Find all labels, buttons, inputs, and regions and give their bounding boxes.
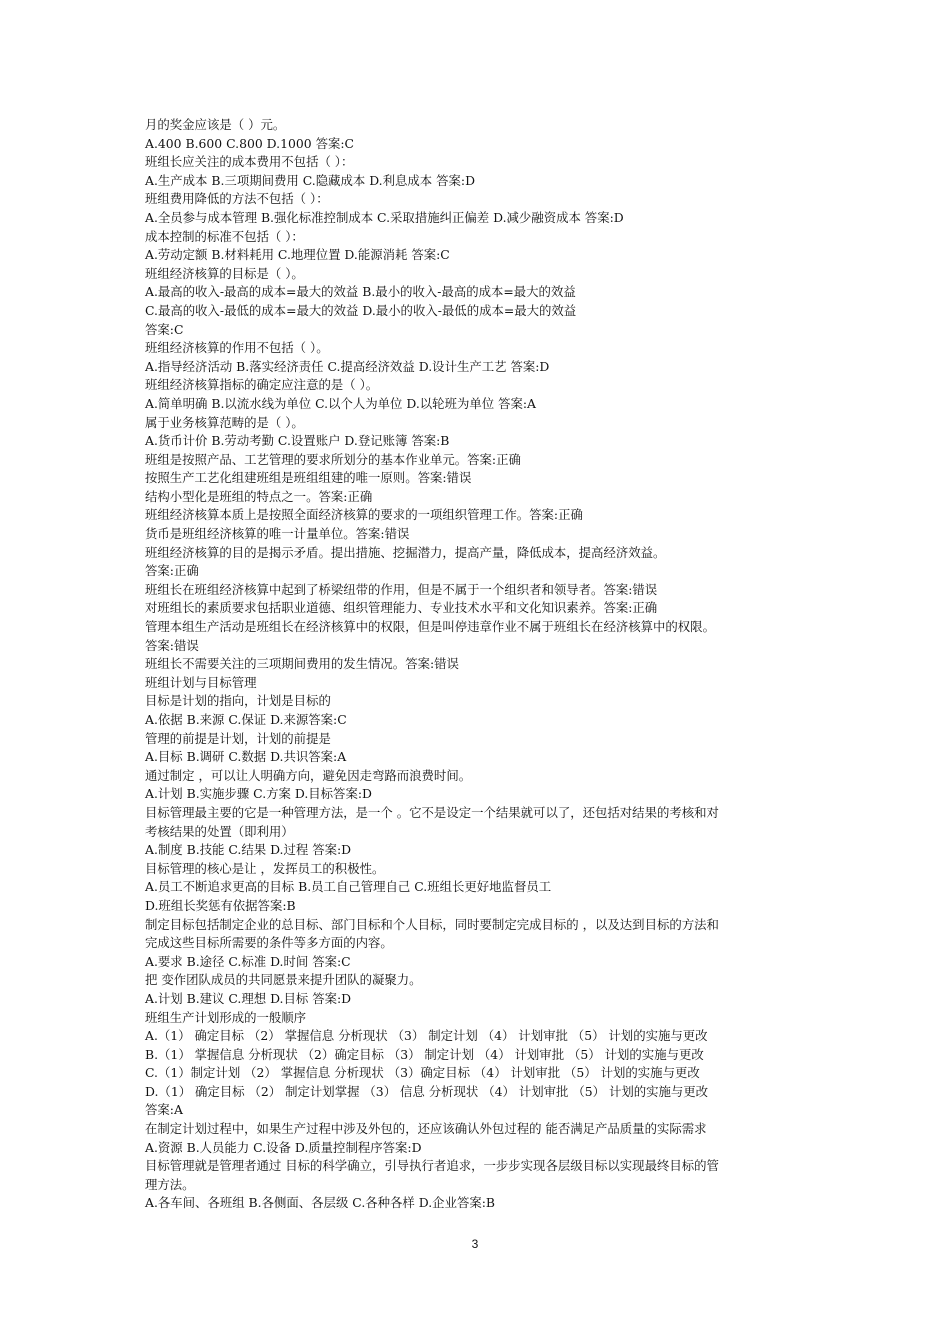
text-line: 班组长应关注的成本费用不包括（ ）： (145, 154, 354, 170)
text-line: 月的奖金应该是（ ）元。 (145, 117, 286, 132)
text-line: 考核结果的处置（即利用） (145, 823, 294, 839)
text-line: A.全员参与成本管理 B.强化标准控制成本 C.采取措施纠正偏差 D.减少融资成本 答案:D (145, 209, 624, 225)
text-line: 把 变作团队成员的共同愿景来提升团队的凝聚力。 (145, 972, 422, 988)
text-line: 班组经济核算的目的是揭示矛盾。提出措施、挖掘潜力，提高产量，降低成本，提高经济效益。 (145, 544, 666, 560)
text-line: A.员工不断追求更高的目标 B.员工自己管理自己 C.班组长更好地监督员工 (145, 879, 552, 895)
text-line: C.最高的收入-最低的成本=最大的效益 D.最小的收入-最低的成本=最大的效益 (145, 302, 577, 318)
text-line: 班组长在班组经济核算中起到了桥梁纽带的作用，但是不属于一个组织者和领导者。答案:错误 (145, 581, 658, 597)
text-line: 目标管理的核心是让 ，发挥员工的积极性。 (145, 860, 385, 876)
text-line: 班组费用降低的方法不包括（ ）： (145, 191, 329, 207)
text-line: 通过制定 ，可以让人明确方向，避免因走弯路而浪费时间。 (145, 767, 472, 783)
text-line: 按照生产工艺化组建班组是班组组建的唯一原则。答案:错误 (145, 470, 472, 486)
text-line: 理方法。 (145, 1176, 195, 1192)
text-line: 属于业务核算范畴的是（ ）。 (145, 414, 304, 430)
text-line: 班组经济核算的作用不包括（ ）。 (145, 340, 329, 356)
text-line: A.最高的收入-最高的成本=最大的效益 B.最小的收入-最高的成本=最大的效益 (145, 284, 576, 300)
text-line: A.制度 B.技能 C.结果 D.过程 答案:D (145, 842, 352, 858)
text-line: D.班组长奖惩有依据答案:B (145, 897, 296, 913)
text-line: A.要求 B.途径 C.标准 D.时间 答案:C (145, 953, 351, 969)
text-line: 班组生产计划形成的一般顺序 (145, 1009, 307, 1025)
text-line: A.目标 B.调研 C.数据 D.共识答案:A (145, 749, 347, 765)
text-line: 管理本组生产活动是班组长在经济核算中的权限，但是叫停违章作业不属于班组长在经济核算中的权限。 (145, 619, 715, 635)
page-number: 3 (471, 1237, 479, 1251)
text-line: A.指导经济活动 B.落实经济责任 C.提高经济效益 D.设计生产工艺 答案:D (145, 358, 550, 374)
text-line: 班组计划与目标管理 (145, 674, 257, 690)
text-line: 班组经济核算的目标是（ ）。 (145, 265, 304, 281)
text-line: 班组经济核算指标的确定应注意的是（ ）。 (145, 377, 379, 393)
text-line: A.资源 B.人员能力 C.设备 D.质量控制程序答案:D (145, 1139, 422, 1155)
text-line: C.（1）制定计划 （2） 掌握信息 分析现状 （3）确定目标 （4） 计划审批 （5） 计划的实施与更改 (145, 1065, 700, 1081)
text-line: 目标管理就是管理者通过 目标的科学确立，引导执行者追求，一步步实现各层级目标以实现最终目标的管 (145, 1158, 719, 1174)
text-line: A.计划 B.建议 C.理想 D.目标 答案:D (145, 990, 352, 1006)
text-line: 答案:错误 (145, 637, 199, 653)
text-line: 目标管理最主要的它是一种管理方法，是一个 。它不是设定一个结果就可以了，还包括对结果的考核和对 (145, 804, 719, 820)
text-line: A.简单明确 B.以流水线为单位 C.以个人为单位 D.以轮班为单位 答案:A (145, 395, 536, 411)
text-line: 答案:A (145, 1102, 183, 1118)
text-line: D.（1） 确定目标 （2） 制定计划掌握 （3） 信息 分析现状 （4） 计划审批 （5） 计划的实施与更改 (145, 1083, 709, 1099)
text-line: A.货币计价 B.劳动考勤 C.设置账户 D.登记账簿 答案:B (145, 433, 450, 449)
document-body (145, 116, 813, 1213)
text-line: A.生产成本 B.三项期间费用 C.隐藏成本 D.利息成本 答案:D (145, 172, 476, 188)
text-line: 班组经济核算本质上是按照全面经济核算的要求的一项组织管理工作。答案:正确 (145, 507, 583, 523)
text-line: 答案:C (145, 321, 184, 337)
text-line: 对班组长的素质要求包括职业道德、组织管理能力、专业技术水平和文化知识素养。答案:正确 (145, 600, 658, 616)
text-line: A.（1） 确定目标 （2） 掌握信息 分析现状 （3） 制定计划 （4） 计划审批 （5） 计划的实施与更改 (145, 1028, 708, 1044)
text-line: A.计划 B.实施步骤 C.方案 D.目标答案:D (145, 786, 372, 802)
text-line: B.（1） 掌握信息 分析现状 （2）确定目标 （3） 制定计划 （4） 计划审批 （5） 计划的实施与更改 (145, 1046, 704, 1062)
text-line: 管理的前提是计划，计划的前提是 (145, 730, 331, 746)
text-line: 制定目标包括制定企业的总目标、部门目标和个人目标，同时要制定完成目标的 ，以及达到目标的方法和 (145, 916, 719, 932)
text-line: A.依据 B.来源 C.保证 D.来源答案:C (145, 712, 347, 727)
text-line: 目标是计划的指向，计划是目标的 (145, 693, 331, 709)
text-line: 班组是按照产品、工艺管理的要求所划分的基本作业单元。答案:正确 (145, 451, 521, 467)
text-line: A.劳动定额 B.材料耗用 C.地理位置 D.能源消耗 答案:C (145, 247, 450, 263)
text-line: A.400 B.600 C.800 D.1000 答案:C (145, 135, 355, 151)
text-line: 答案:正确 (145, 563, 199, 579)
text-line: 结构小型化是班组的特点之一。答案:正确 (145, 488, 373, 504)
text-line: 成本控制的标准不包括（ ）： (145, 228, 304, 244)
text-line: 完成这些目标所需要的条件等多方面的内容。 (145, 935, 393, 951)
text-line: 班组长不需要关注的三项期间费用的发生情况。答案:错误 (145, 656, 459, 672)
text-line: 在制定计划过程中，如果生产过程中涉及外包的，还应该确认外包过程的 能否满足产品质量的实际需求 (145, 1121, 707, 1137)
text-line: 货币是班组经济核算的唯一计量单位。答案:错误 (145, 526, 410, 542)
text-line: A.各车间、各班组 B.各侧面、各层级 C.各种各样 D.企业答案:B (145, 1195, 496, 1211)
